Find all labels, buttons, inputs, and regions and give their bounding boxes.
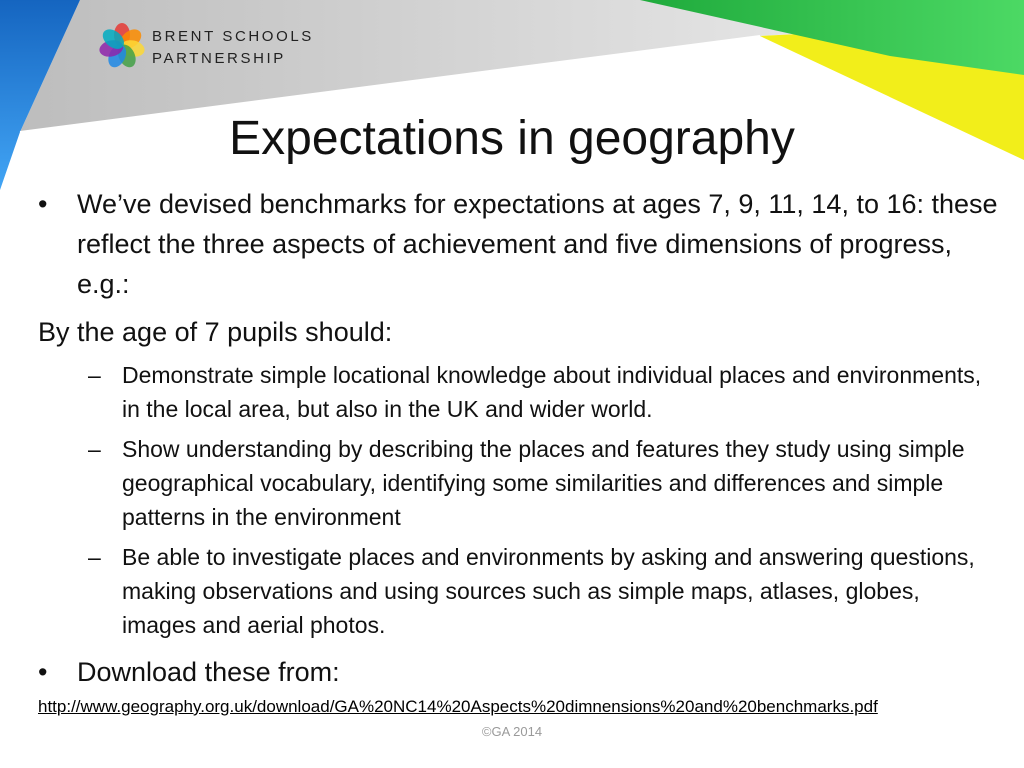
download-link[interactable]: http://www.geography.org.uk/download/GA%20NC14%20Aspects%20dimnensions%20and%20benchmarks.pdf bbox=[38, 697, 878, 716]
copyright-footer: ©GA 2014 bbox=[481, 724, 543, 739]
pinwheel-logo-icon bbox=[98, 22, 146, 70]
slide-content bbox=[38, 184, 998, 720]
sub-bullet-1-text: Demonstrate simple locational knowledge about individual places and environments, in the local area, but also in the UK and wider world. bbox=[122, 362, 982, 422]
bullet-download: • Download these from: bbox=[38, 652, 998, 692]
sub-bullet-2-text: Show understanding by describing the places and features they study using simple geographical vocabulary, identifying some similarities and differences and simple patterns in the environment bbox=[122, 436, 965, 530]
bullet-benchmarks: • We’ve devised benchmarks for expectations at ages 7, 9, 11, 14, to 16: these reflect the three aspects of achievement and five dimensions of progress, e.g.: bbox=[38, 184, 998, 304]
dash-marker: – bbox=[88, 436, 101, 462]
dash-marker: – bbox=[88, 544, 101, 570]
logo-wordmark bbox=[152, 26, 314, 70]
sub-bullet-1 bbox=[38, 358, 998, 426]
intro-text: By the age of 7 pupils should: bbox=[38, 317, 393, 347]
logo-line-1: BRENT SCHOOLS bbox=[152, 28, 314, 45]
sub-bullet-2 bbox=[38, 432, 998, 534]
slide-title: Expectations in geography bbox=[229, 112, 795, 165]
sub-bullet-3-text: Be able to investigate places and environments by asking and answering questions, making observations and using sources such as simple maps, atlases, globes, images and aerial photos. bbox=[122, 544, 975, 638]
logo-line-2: PARTNERSHIP bbox=[152, 50, 286, 67]
sub-bullet-3 bbox=[38, 540, 998, 642]
dash-marker: – bbox=[88, 362, 101, 388]
